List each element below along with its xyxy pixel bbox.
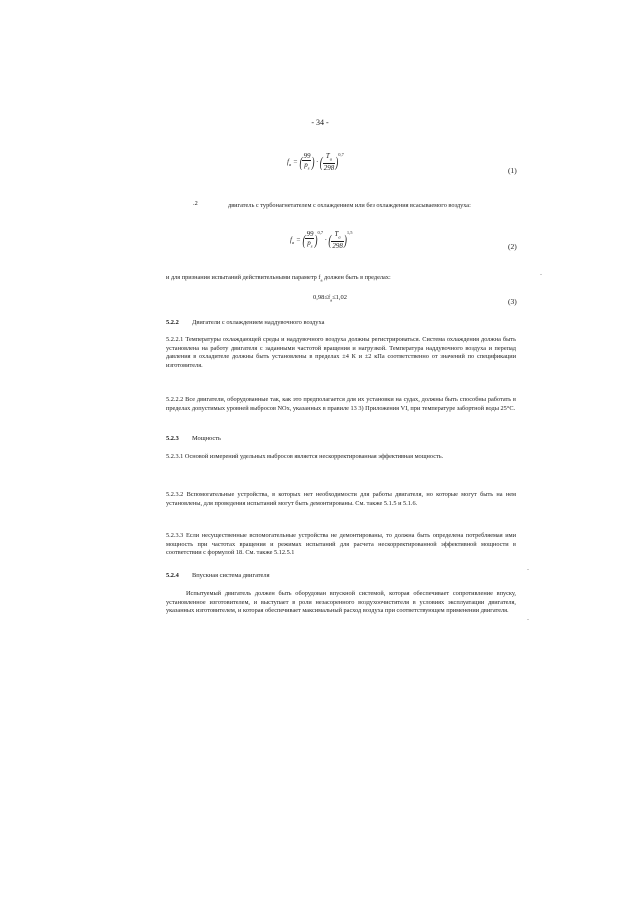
formula-2-num2-sub: a xyxy=(338,234,341,240)
page-number: - 34 - xyxy=(311,118,329,127)
margin-mark: - xyxy=(527,567,529,573)
formula-3-sub: a xyxy=(330,297,333,303)
formula-1-lhs-sub: a xyxy=(288,162,292,168)
formula-2-den1-sub: s xyxy=(310,243,313,249)
section-5-2-3-number: 5.2.3 xyxy=(166,435,179,442)
formula-1-num2-sub: a xyxy=(329,156,333,162)
formula-1-den1-sub: s xyxy=(307,165,310,171)
validity-text-main: и для признания испытаний действительными параметр f xyxy=(166,274,321,281)
section-5-2-2-number: 5.2.2 xyxy=(166,319,179,326)
formula-2-num2: T xyxy=(334,230,339,238)
validity-tail: должен быть в пределах: xyxy=(322,274,391,281)
paragraph-5-2-3-2: 5.2.3.2 Вспомогательные устройства, в которых нет необходимости для работы двигателя, но которые могут быть на нем установлены, для проведения испытаний могут быть демонтированы. См. также 5.1.5 и 5.1.6. xyxy=(166,491,516,507)
validity-text xyxy=(166,274,526,285)
formula-3-tail: ≤1,02 xyxy=(332,294,348,301)
formula-1-num1: 99 xyxy=(303,152,311,160)
margin-mark: - xyxy=(527,617,529,623)
paragraph-5-2-4: Испытуемый двигатель должен быть оборудован впускной системой, которая обеспечивает сопротивление впуску, установленное изготовителем, и выступает в роли незасоренного воздухоочистителя в условиях эксплуатации двигателя, указанных изготовителем, и которая обеспечивает максимальный расход воздуха при соответствующем применении двигателя. xyxy=(166,590,516,615)
formula-1-exp2: 0,7 xyxy=(338,152,344,157)
paragraph-5-2-3-3: 5.2.3.3 Если несущественные вспомогательные устройства не демонтированы, то должна быть определена потребляемая ими мощность при частотах вращения и режимах испытаний для расчета нескорректированной эффективной мощности в соответствии с формулой 18. См. также 5.12.5.1 xyxy=(166,532,516,557)
formula-2: $f_a$ = ( $\frac{99}{p_s}$ )$^{0,7}$ · ( $\frac{T_a}{298}$ )$^{1,5}$ xyxy=(290,230,353,251)
formula-3-text: 0,98≤f xyxy=(313,294,331,301)
formula-3-number: (3) xyxy=(508,297,517,306)
section-5-2-4-title: Впускная система двигателя xyxy=(192,572,270,579)
section-5-2-3-title: Мощность xyxy=(192,435,221,442)
formula-3 xyxy=(313,294,347,302)
section-5-2-4-number: 5.2.4 xyxy=(166,572,179,579)
formula-1-den1: p xyxy=(304,161,308,169)
formula-2-den1: p xyxy=(307,239,311,247)
section-5-2-2-heading xyxy=(166,319,324,326)
formula-1-num2: T xyxy=(325,152,330,160)
formula-2-lhs: f xyxy=(290,235,292,244)
formula-1: $f_a$ = ( $\frac{99}{p_s}$ ) · ( $\frac{T_a}{298}$ )$^{0,7}$ xyxy=(287,152,344,173)
section-5-2-3-heading xyxy=(166,435,221,442)
formula-1-number: (1) xyxy=(508,166,517,175)
formula-1-den2: 298 xyxy=(323,164,335,173)
paragraph-5-2-2-2: 5.2.2.2 Все двигатели, оборудованные так, как это предполагается для их установки на судах, должны быть способны работать в пределах допустимых уровней выбросов NOx, указанных в правиле 13 3) Приложения VI, при температуре забортной воды 25°С. xyxy=(166,396,516,412)
paragraph-5-2-2-1: 5.2.2.1 Температуры охлаждающей среды и наддувочного воздуха должны регистрироваться. Система охлаждения должна быть установлена на работу двигателя с заданными частотой вращения и нагрузкой. Температура наддувочного воздуха и перепад давления в охладителе должны быть установлены в пределах ±4 К и ±2 кПа соответственно от значений по спецификации изготовителя. xyxy=(166,336,516,369)
item-2-label: .2 xyxy=(193,200,198,207)
formula-2-lhs-sub: a xyxy=(291,240,295,246)
formula-1-lhs: f xyxy=(287,157,289,166)
formula-2-exp2: 1,5 xyxy=(346,230,353,235)
formula-2-num1: 99 xyxy=(306,230,314,238)
formula-2-number: (2) xyxy=(508,242,517,251)
formula-2-exp1: 0,7 xyxy=(317,230,324,235)
validity-sub: a xyxy=(320,277,323,283)
formula-2-den2: 298 xyxy=(332,242,343,251)
item-2-text: двигатель с турбонагнетателем с охлаждением или без охлаждения всасываемого воздуха: xyxy=(228,202,471,209)
section-5-2-4-heading xyxy=(166,572,270,579)
margin-mark: - xyxy=(540,272,542,278)
paragraph-5-2-3-1: 5.2.3.1 Основой измерений удельных выбросов является нескорректированная эффективная мощность. xyxy=(166,453,444,460)
section-5-2-2-title: Двигатели с охлаждением наддувочного воздуха xyxy=(192,319,325,326)
